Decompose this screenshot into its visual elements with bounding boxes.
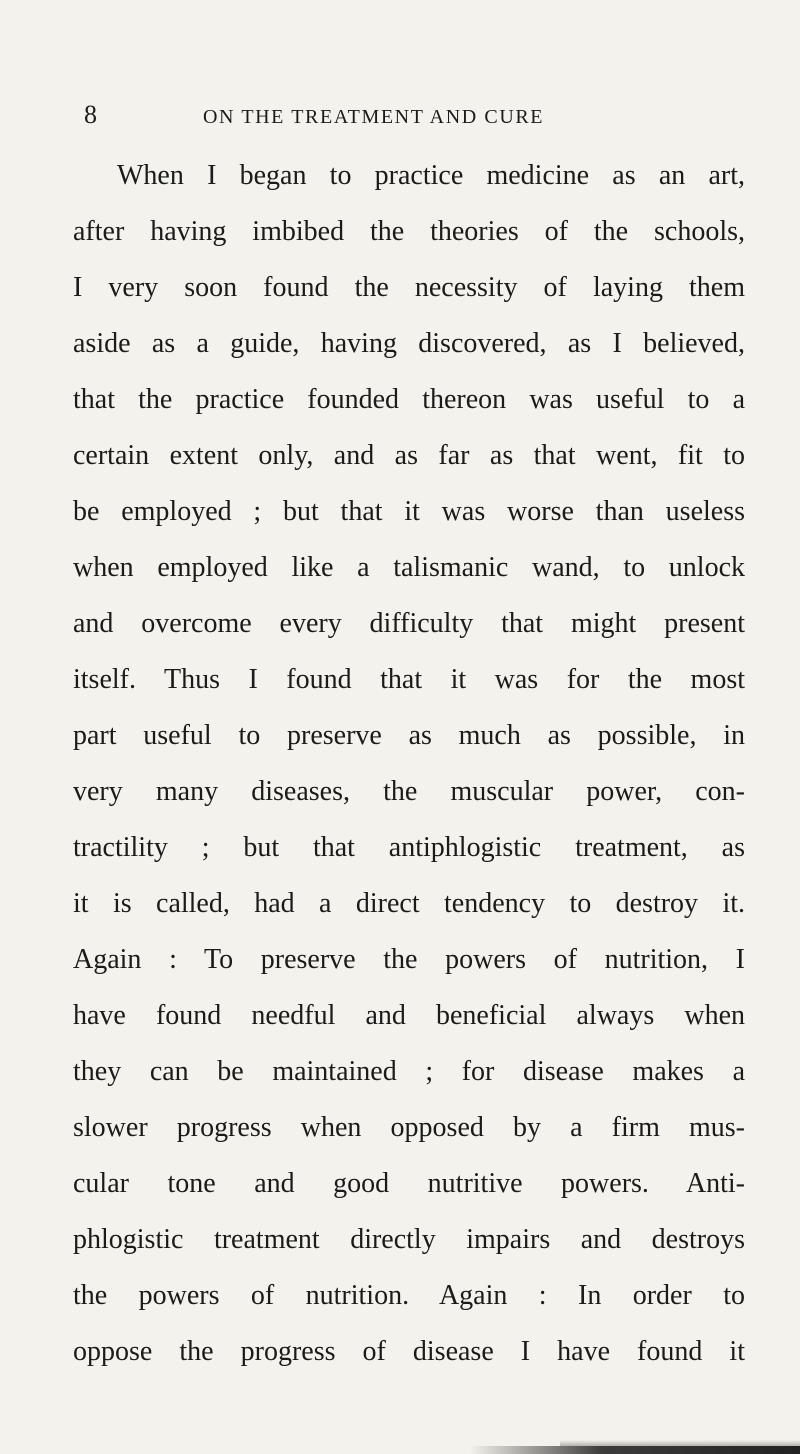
text-line: certain extent only, and as far as that went, fit to (73, 440, 745, 471)
text-line: when employed like a talismanic wand, to unlock (73, 552, 745, 583)
text-line: be employed ; but that it was worse than useless (73, 496, 745, 527)
text-line: oppose the progress of disease I have found it (73, 1336, 745, 1367)
text-line: aside as a guide, having discovered, as I believed, (73, 328, 745, 359)
text-line: tractility ; but that antiphlogistic treatment, as (73, 832, 745, 863)
text-line: they can be maintained ; for disease makes a (73, 1056, 745, 1087)
text-line: I very soon found the necessity of laying them (73, 272, 745, 303)
text-line: When I began to practice medicine as an art, (117, 160, 745, 191)
text-line: the powers of nutrition. Again : In order to (73, 1280, 745, 1311)
text-line: that the practice founded thereon was useful to a (73, 384, 745, 415)
text-line: after having imbibed the theories of the schools, (73, 216, 745, 247)
text-line: cular tone and good nutritive powers. Anti- (73, 1168, 745, 1199)
body-paragraph (73, 148, 745, 1380)
text-line: part useful to preserve as much as possible, in (73, 720, 745, 751)
running-header (78, 100, 718, 140)
text-line: Again : To preserve the powers of nutrition, I (73, 944, 745, 975)
text-line: and overcome every difficulty that might present (73, 608, 745, 639)
text-line: slower progress when opposed by a firm mus- (73, 1112, 745, 1143)
page-edge-shadow (470, 1446, 800, 1454)
text-line: phlogistic treatment directly impairs and destroys (73, 1224, 745, 1255)
text-line: very many diseases, the muscular power, con- (73, 776, 745, 807)
text-line: itself. Thus I found that it was for the most (73, 664, 745, 695)
running-title: ON THE TREATMENT AND CURE (203, 106, 545, 128)
page-number: 8 (84, 100, 97, 129)
text-line: have found needful and beneficial always when (73, 1000, 745, 1031)
text-line: it is called, had a direct tendency to destroy it. (73, 888, 745, 919)
